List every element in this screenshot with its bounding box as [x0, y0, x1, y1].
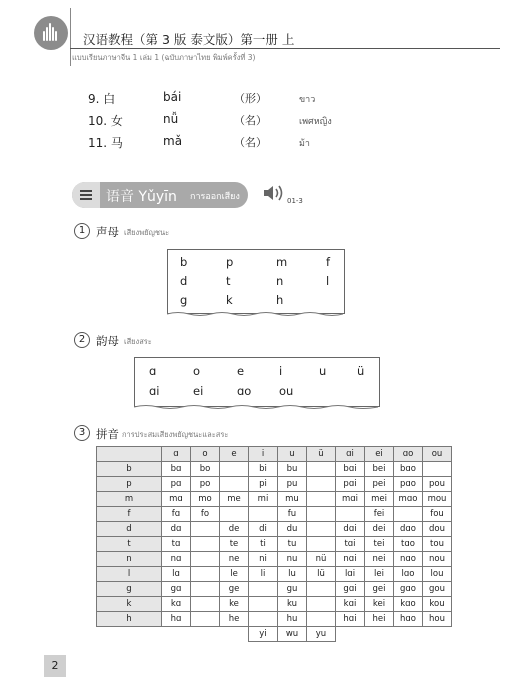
table-cell: ke [220, 597, 249, 612]
table-row [97, 492, 452, 507]
table-cell [220, 507, 249, 522]
table-cell: gɑi [336, 582, 365, 597]
table-cell: yu [307, 627, 336, 642]
vocab-pinyin: mǎ [163, 134, 183, 148]
row-header: h [97, 612, 162, 627]
table-cell: ne [220, 552, 249, 567]
table-cell: tou [423, 537, 452, 552]
section-banner [72, 182, 248, 208]
table-cell: yi [249, 627, 278, 642]
initial-letter: n [276, 274, 284, 288]
table-cell: bɑo [394, 462, 423, 477]
initial-letter: t [226, 274, 231, 288]
row-header: g [97, 582, 162, 597]
table-cell: mei [365, 492, 394, 507]
table-cell: nü [307, 552, 336, 567]
table-cell [191, 582, 220, 597]
table-cell: lɑi [336, 567, 365, 582]
initial-letter: p [226, 255, 234, 269]
speaker-icon[interactable] [262, 184, 286, 202]
table-cell: fo [191, 507, 220, 522]
table-cell [394, 507, 423, 522]
initial-letter: f [326, 255, 331, 269]
publisher-logo [34, 16, 68, 50]
vocab-word: 11. 马 [88, 136, 123, 150]
table-cell: lɑ [162, 567, 191, 582]
table-cell: bu [278, 462, 307, 477]
table-cell: mɑi [336, 492, 365, 507]
table-cell: kou [423, 597, 452, 612]
table-cell: mou [423, 492, 452, 507]
vocab-pinyin: bái [163, 90, 182, 104]
table-cell: me [220, 492, 249, 507]
table-cell [220, 462, 249, 477]
table-cell [220, 477, 249, 492]
heading-thai: เสียงพยัญชนะ [124, 228, 170, 237]
section-title-thai: การออกเสียง [190, 192, 240, 202]
table-cell [249, 582, 278, 597]
final-letter: i [279, 364, 283, 378]
table-cell: pɑi [336, 477, 365, 492]
row-header: p [97, 477, 162, 492]
table-cell: di [249, 522, 278, 537]
column-header: ɑ [162, 447, 191, 462]
table-cell [307, 537, 336, 552]
heading-thai: เสียงสระ [124, 337, 152, 346]
table-cell [191, 522, 220, 537]
table-cell: li [249, 567, 278, 582]
table-cell: lɑo [394, 567, 423, 582]
table-cell: bi [249, 462, 278, 477]
table-cell [191, 597, 220, 612]
initial-letter: h [276, 293, 284, 307]
column-header: u [278, 447, 307, 462]
table-cell [336, 627, 365, 642]
initial-letter: m [276, 255, 288, 269]
table-cell: gɑ [162, 582, 191, 597]
table-row [97, 567, 452, 582]
table-cell [365, 627, 394, 642]
initial-letter: g [180, 293, 188, 307]
vocab-pinyin: nǚ [163, 112, 179, 126]
table-row [97, 552, 452, 567]
table-cell: pei [365, 477, 394, 492]
table-cell: hu [278, 612, 307, 627]
table-cell: fu [278, 507, 307, 522]
table-cell: bei [365, 462, 394, 477]
heading-chinese: 声母 [96, 225, 119, 239]
table-cell: gei [365, 582, 394, 597]
table-row [97, 462, 452, 477]
final-letter: e [237, 364, 245, 378]
table-header-row [97, 447, 452, 462]
menu-lines-icon [72, 182, 100, 208]
table-cell [394, 627, 423, 642]
table-cell: lei [365, 567, 394, 582]
table-cell: kɑo [394, 597, 423, 612]
table-row [97, 477, 452, 492]
table-cell: gou [423, 582, 452, 597]
table-cell: fou [423, 507, 452, 522]
table-cell: ge [220, 582, 249, 597]
table-cell: pɑ [162, 477, 191, 492]
table-cell [307, 612, 336, 627]
table-cell [249, 507, 278, 522]
heading-chinese: 拼音 [96, 427, 119, 441]
column-header: ei [365, 447, 394, 462]
table-cell: wu [278, 627, 307, 642]
vocab-part-of-speech: （形） [234, 92, 267, 105]
table-cell: bo [191, 462, 220, 477]
table-cell [307, 477, 336, 492]
table-cell: ku [278, 597, 307, 612]
final-letter: ɑ [149, 364, 157, 378]
table-cell: tu [278, 537, 307, 552]
header-rule [70, 48, 500, 49]
vocab-part-of-speech: （名） [234, 114, 267, 127]
final-letter: ɑi [149, 384, 160, 398]
table-cell: nɑ [162, 552, 191, 567]
column-header: o [191, 447, 220, 462]
row-header: b [97, 462, 162, 477]
table-row [97, 507, 452, 522]
table-cell [249, 597, 278, 612]
heading-chinese: 韵母 [96, 334, 119, 348]
table-cell: hou [423, 612, 452, 627]
table-cell: he [220, 612, 249, 627]
table-cell: dou [423, 522, 452, 537]
table-cell: mu [278, 492, 307, 507]
table-cell: le [220, 567, 249, 582]
initial-letter: d [180, 274, 188, 288]
page-number: 2 [44, 655, 66, 677]
table-cell: nɑi [336, 552, 365, 567]
table-row [97, 597, 452, 612]
initial-letter: b [180, 255, 188, 269]
table-cell: tɑ [162, 537, 191, 552]
vocab-word: 9. 白 [88, 92, 116, 106]
table-cell: nɑo [394, 552, 423, 567]
table-cell: gu [278, 582, 307, 597]
table-cell: te [220, 537, 249, 552]
table-cell [191, 627, 220, 642]
vocab-part-of-speech: （名） [234, 136, 267, 149]
table-cell: du [278, 522, 307, 537]
table-row [97, 627, 452, 642]
row-header: d [97, 522, 162, 537]
table-cell: mɑo [394, 492, 423, 507]
table-cell: dɑo [394, 522, 423, 537]
table-cell: lü [307, 567, 336, 582]
table-cell: pi [249, 477, 278, 492]
table-row [97, 612, 452, 627]
row-header: t [97, 537, 162, 552]
column-header: ɑi [336, 447, 365, 462]
table-cell: kɑi [336, 597, 365, 612]
item-number: 2 [74, 332, 90, 348]
book-title: 汉语教程（第 3 版 泰文版）第一册 上 [83, 32, 295, 47]
table-cell: kei [365, 597, 394, 612]
final-letter: ou [279, 384, 294, 398]
table-cell: mɑ [162, 492, 191, 507]
row-header: f [97, 507, 162, 522]
row-header: k [97, 597, 162, 612]
table-cell: hɑ [162, 612, 191, 627]
column-header: ü [307, 447, 336, 462]
torn-edge [167, 311, 343, 317]
table-cell: nei [365, 552, 394, 567]
table-cell: mo [191, 492, 220, 507]
table-cell: hɑo [394, 612, 423, 627]
table-cell [307, 522, 336, 537]
row-header: n [97, 552, 162, 567]
table-cell: dei [365, 522, 394, 537]
column-header: e [220, 447, 249, 462]
initials-box [167, 249, 345, 314]
vocab-thai: ม้า [299, 139, 310, 149]
table-cell: bɑ [162, 462, 191, 477]
table-cell: tɑo [394, 537, 423, 552]
table-cell [423, 627, 452, 642]
table-cell: fei [365, 507, 394, 522]
table-cell [191, 612, 220, 627]
table-cell: dɑ [162, 522, 191, 537]
table-cell [191, 567, 220, 582]
table-cell: pu [278, 477, 307, 492]
table-cell: pɑo [394, 477, 423, 492]
table-cell: nu [278, 552, 307, 567]
table-cell [162, 627, 191, 642]
final-letter: ei [193, 384, 204, 398]
table-cell [220, 627, 249, 642]
table-cell [191, 552, 220, 567]
final-letter: ü [357, 364, 365, 378]
table-cell: fɑ [162, 507, 191, 522]
table-cell: po [191, 477, 220, 492]
vocab-thai: ขาว [299, 95, 316, 105]
table-row [97, 582, 452, 597]
header-divider [70, 8, 71, 66]
column-header: ɑo [394, 447, 423, 462]
table-cell [336, 507, 365, 522]
table-cell [423, 462, 452, 477]
column-header: ou [423, 447, 452, 462]
table-cell: kɑ [162, 597, 191, 612]
final-letter: o [193, 364, 201, 378]
row-header: l [97, 567, 162, 582]
finals-box [134, 357, 380, 407]
final-letter: ɑo [237, 384, 252, 398]
vocab-word: 10. 女 [88, 114, 123, 128]
table-cell: mi [249, 492, 278, 507]
table-cell: hei [365, 612, 394, 627]
table-cell: de [220, 522, 249, 537]
torn-edge [134, 404, 378, 410]
table-cell [307, 492, 336, 507]
table-cell [307, 582, 336, 597]
table-cell [307, 597, 336, 612]
table-cell: dɑi [336, 522, 365, 537]
audio-track-code: 01-3 [287, 197, 303, 205]
final-letter: u [319, 364, 327, 378]
heading-thai: การประสมเสียงพยัญชนะและสระ [122, 430, 229, 439]
table-cell: tɑi [336, 537, 365, 552]
initial-letter: l [326, 274, 330, 288]
initial-letter: k [226, 293, 233, 307]
table-cell: lou [423, 567, 452, 582]
corner-cell [97, 447, 162, 462]
table-cell: tei [365, 537, 394, 552]
pinyin-table [96, 446, 452, 642]
table-cell: ti [249, 537, 278, 552]
table-row [97, 537, 452, 552]
table-cell [307, 507, 336, 522]
item-number: 3 [74, 425, 90, 441]
row-header [97, 627, 162, 642]
table-cell: gɑo [394, 582, 423, 597]
table-cell [249, 612, 278, 627]
table-cell [191, 537, 220, 552]
row-header: m [97, 492, 162, 507]
table-cell: lu [278, 567, 307, 582]
table-cell: pou [423, 477, 452, 492]
column-header: i [249, 447, 278, 462]
table-cell: ni [249, 552, 278, 567]
item-number: 1 [74, 223, 90, 239]
book-subtitle: แบบเรียนภาษาจีน 1 เล่ม 1 (ฉบับภาษาไทย พิมพ์ครั้งที่ 3) [72, 53, 256, 62]
table-cell [307, 462, 336, 477]
section-title: 语音 Yǔyīn [106, 189, 177, 205]
table-cell: bɑi [336, 462, 365, 477]
table-row [97, 522, 452, 537]
vocab-thai: เพศหญิง [299, 117, 332, 127]
table-cell: nou [423, 552, 452, 567]
table-cell: hɑi [336, 612, 365, 627]
